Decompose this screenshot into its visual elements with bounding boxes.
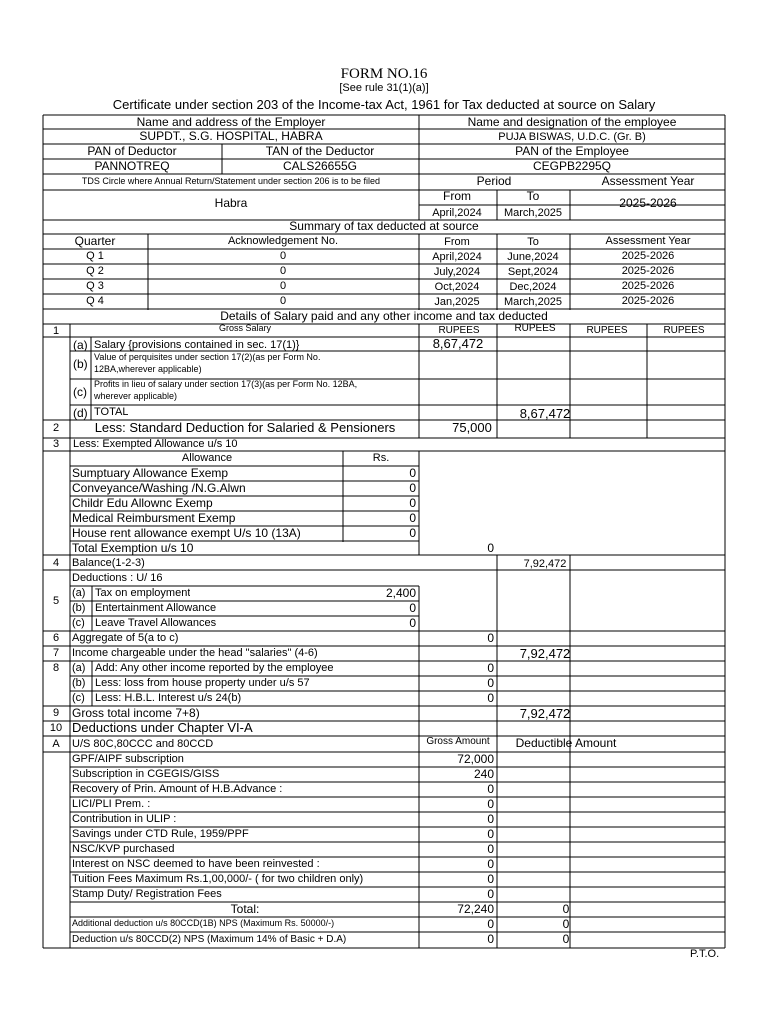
sub-label: (a) [72, 662, 86, 674]
row-number: 10 [49, 722, 63, 734]
employer-name-header: Name and address of the Employer [136, 116, 326, 129]
lta-value: 0 [409, 617, 416, 630]
period-from: April,2024 [432, 207, 482, 219]
allowance-name: Conveyance/Washing /N.G.Alwn [72, 482, 246, 495]
hbl-interest-label: Less: H.B.L. Interest u/s 24(b) [95, 692, 242, 704]
quarter-ack: 0 [279, 250, 287, 262]
row-number: 5 [52, 595, 60, 607]
period-to: March,2025 [503, 207, 563, 219]
quarter-label: Q 4 [86, 295, 104, 307]
us-80c-label: U/S 80C,80CCC and 80CCD [72, 738, 214, 750]
allowance-amount: 0 [409, 512, 416, 525]
rupees-header-1: RUPEES [438, 325, 480, 336]
allowance-amount: 0 [409, 482, 416, 495]
other-income-value: 0 [487, 662, 494, 675]
deduction-80c-amount: 240 [473, 768, 494, 781]
tax-employment-label: Tax on employment [95, 587, 191, 599]
gross-salary-header: Gross Salary [218, 324, 271, 333]
sub-label: (c) [72, 617, 85, 629]
deduction-80c-name: Tuition Fees Maximum Rs.1,00,000/- ( for two children only) [72, 873, 364, 885]
allowance-name: Sumptuary Allowance Exemp [72, 467, 229, 480]
assessment-year: 2025-2026 [619, 197, 677, 210]
row-number: 3 [52, 438, 60, 450]
sub-label: (c) [72, 692, 85, 704]
sub-label: (d) [73, 407, 88, 420]
sub-label: (c) [73, 386, 87, 399]
gross-amount-header: Gross Amount [426, 736, 490, 747]
rupees-header-2: RUPEES [514, 323, 556, 334]
assessment-year-header: Assessment Year [601, 175, 695, 188]
quarter-to: June,2024 [507, 251, 559, 263]
deduction-80c-amount: 0 [487, 813, 494, 826]
tax-employment-value: 2,400 [385, 587, 416, 600]
quarter-label: Q 2 [86, 265, 104, 277]
aggregate-value: 0 [487, 632, 494, 645]
quarter-ack: 0 [279, 265, 287, 277]
allowance-amount: 0 [409, 527, 416, 540]
deductible-amount-header: Deductible Amount [515, 737, 617, 750]
rupees-header-3: RUPEES [586, 325, 628, 336]
quarter-label: Q 3 [86, 280, 104, 292]
quarter-from: July,2024 [433, 266, 481, 278]
deduction-80c-name: Contribution in ULIP : [72, 813, 177, 825]
deduction-80c-amount: 0 [487, 858, 494, 871]
profits-label-line2: wherever applicable) [94, 392, 178, 401]
entertainment-allowance-value: 0 [409, 602, 416, 615]
lta-label: Leave Travel Allowances [95, 617, 217, 629]
quarter-to: March,2025 [503, 296, 563, 308]
quarter-header: Quarter [74, 235, 116, 248]
pan-employee: CEGPB2295Q [532, 160, 612, 173]
row-number: 7 [52, 647, 60, 659]
quarter-ay: 2025-2026 [621, 265, 675, 277]
gross-total-label: Gross total income 7+8) [72, 707, 200, 720]
chargeable-income-label: Income chargeable under the head "salaries" (4-6) [72, 647, 318, 659]
deduction-80c-name: Subscription in CGEGIS/GISS [72, 768, 220, 780]
salary-17-1-label: Salary {provisions contained in sec. 17(1)} [94, 339, 300, 351]
deduction-80c-amount: 72,000 [457, 753, 494, 766]
tan-deductor: CALS26655G [282, 160, 358, 173]
house-property-loss-value: 0 [487, 677, 494, 690]
quarter-from-header: From [444, 236, 470, 248]
quarter-to: Sept,2024 [507, 266, 559, 278]
sub-label: (b) [73, 358, 88, 371]
tds-circle-header: TDS Circle where Annual Return/Statement under section 206 is to be filed [81, 177, 381, 186]
hbl-interest-value: 0 [487, 692, 494, 705]
deduction-80c-amount: 0 [487, 843, 494, 856]
details-header: Details of Salary paid and any other income and tax deducted [220, 310, 548, 323]
balance-label: Balance(1-2-3) [72, 557, 145, 569]
quarter-ack: 0 [279, 295, 287, 307]
employee-name-header: Name and designation of the employee [467, 116, 677, 129]
quarter-ay: 2025-2026 [621, 250, 675, 262]
pan-deductor-header: PAN of Deductor [87, 145, 177, 158]
total-80c-label: Total: [230, 903, 260, 916]
quarter-ack: 0 [279, 280, 287, 292]
nps-1b-gross: 0 [487, 918, 494, 931]
sub-label: (a) [72, 587, 86, 599]
quarter-ay: 2025-2026 [621, 280, 675, 292]
chargeable-income-value: 7,92,472 [519, 647, 571, 661]
deduction-80c-name: Interest on NSC deemed to have been reinvested : [72, 858, 320, 870]
standard-deduction-label: Less: Standard Deduction for Salaried & Pensioners [94, 421, 396, 435]
tds-circle: Habra [214, 197, 248, 210]
quarter-from: Oct,2024 [434, 281, 480, 293]
row-number: 6 [52, 632, 60, 644]
entertainment-allowance-label: Entertainment Allowance [95, 602, 217, 614]
total-80c-deductible: 0 [562, 903, 570, 916]
other-income-label: Add: Any other income reported by the employee [95, 662, 334, 674]
deduction-80c-amount: 0 [487, 783, 494, 796]
summary-header: Summary of tax deducted at source [289, 220, 479, 233]
period-to-header: To [526, 190, 540, 203]
period-header: Period [476, 175, 512, 188]
profits-label-line1: Profits in lieu of salary under section 17(3)(as per Form No. 12BA, [94, 380, 358, 389]
deduction-80c-name: Savings under CTD Rule, 1959/PPF [72, 828, 249, 840]
rs-header: Rs. [372, 452, 390, 464]
quarter-ay-header: Assessment Year [605, 235, 691, 247]
chapter-via-label: Deductions under Chapter VI-A [72, 721, 253, 735]
deduction-80c-amount: 0 [487, 798, 494, 811]
deduction-80c-name: LICI/PLI Prem. : [72, 798, 151, 810]
balance-value: 7,92,472 [523, 558, 567, 570]
row-number: 1 [52, 325, 60, 337]
standard-deduction-value: 75,000 [452, 421, 492, 435]
allowance-header: Allowance [181, 452, 233, 464]
sub-label: (b) [72, 602, 86, 614]
quarter-ay: 2025-2026 [621, 295, 675, 307]
row-number: 9 [52, 707, 60, 719]
deduction-80c-name: Recovery of Prin. Amount of H.B.Advance : [72, 783, 283, 795]
deduction-80c-amount: 0 [487, 828, 494, 841]
form-title: FORM NO.16 [340, 66, 428, 82]
form-rule: [See rule 31(1)(a)] [339, 82, 429, 94]
salary-17-1-value: 8,67,472 [432, 337, 484, 351]
allowance-amount: 0 [409, 467, 416, 480]
house-property-loss-label: Less: loss from house property under u/s 57 [95, 677, 310, 689]
row-number: 8 [52, 662, 60, 674]
row-letter: A [52, 738, 60, 750]
row-number: 4 [52, 557, 60, 569]
allowance-name: Childr Edu Allownc Exemp [72, 497, 213, 510]
deduction-80c-name: GPF/AIPF subscription [72, 753, 184, 765]
perquisites-label-line2: 12BA,wherever applicable) [94, 365, 202, 374]
nps-1b-label: Additional deduction u/s 80CCD(1B) NPS (Maximum Rs. 50000/-) [72, 919, 335, 928]
quarter-label: Q 1 [86, 250, 104, 262]
nps-2-gross: 0 [487, 933, 494, 946]
period-from-header: From [443, 190, 471, 203]
quarter-from: Jan,2025 [434, 296, 480, 308]
sub-label: (b) [72, 677, 86, 689]
aggregate-label: Aggregate of 5(a to c) [72, 632, 179, 644]
deduction-80c-amount: 0 [487, 888, 494, 901]
quarter-from: April,2024 [432, 251, 482, 263]
sub-label: (a) [73, 339, 88, 352]
total-80c-gross: 72,240 [457, 903, 494, 916]
allowance-amount: 0 [409, 497, 416, 510]
deduction-80c-name: Stamp Duty/ Registration Fees [72, 888, 222, 900]
deduction-80c-amount: 0 [487, 873, 494, 886]
certificate-title: Certificate under section 203 of the Income-tax Act, 1961 for Tax deducted at source on Salary [112, 97, 656, 112]
employee-name: PUJA BISWAS, U.D.C. (Gr. B) [498, 131, 646, 143]
total-label: TOTAL [94, 406, 129, 418]
quarter-to-header: To [527, 236, 539, 248]
allowance-name: House rent allowance exempt U/s 10 (13A) [72, 527, 301, 540]
pto-label: P.T.O. [690, 948, 720, 960]
perquisites-label-line1: Value of perquisites under section 17(2)(as per Form No. [94, 353, 321, 362]
total-value: 8,67,472 [519, 407, 571, 421]
employer-name: SUPDT., S.G. HOSPITAL, HABRA [139, 130, 323, 143]
row-number: 2 [52, 422, 60, 434]
exempted-allowance-label: Less: Exempted Allowance u/s 10 [73, 438, 238, 450]
allowance-name: Medical Reimbursment Exemp [72, 512, 236, 525]
total-exemption-label: Total Exemption u/s 10 [72, 542, 194, 555]
tan-deductor-header: TAN of the Deductor [265, 145, 375, 158]
quarter-to: Dec,2024 [509, 281, 557, 293]
total-exemption-value: 0 [487, 542, 494, 555]
gross-total-value: 7,92,472 [519, 707, 571, 721]
pan-employee-header: PAN of the Employee [515, 145, 629, 158]
ack-header: Acknowledgement No. [227, 235, 339, 247]
deductions-16-label: Deductions : U/ 16 [72, 572, 163, 584]
nps-2-label: Deduction u/s 80CCD(2) NPS (Maximum 14% of Basic + D.A) [72, 934, 347, 945]
rupees-header-4: RUPEES [663, 325, 705, 336]
pan-deductor: PANNOTREQ [94, 160, 170, 173]
nps-2-deductible: 0 [562, 933, 570, 946]
nps-1b-deductible: 0 [562, 918, 570, 931]
deduction-80c-name: NSC/KVP purchased [72, 843, 175, 855]
